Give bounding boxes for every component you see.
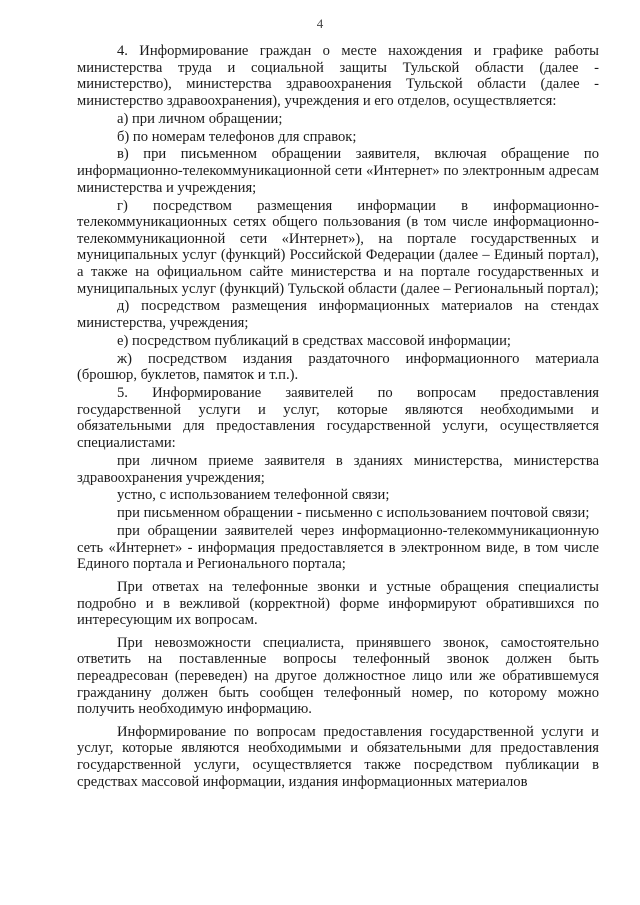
method-in-person: при личном приеме заявителя в зданиях министерства, министерства здравоохранения учреждения; <box>77 452 599 486</box>
method-internet: при обращении заявителей через информационно-телекоммуникационную сеть «Интернет» - информация предоставляется в электронном виде, в том числе Единого портала и Регионального портала; <box>77 523 599 573</box>
list-item-zh: ж) посредством издания раздаточного информационного материала (брошюр, буклетов, памяток и т.п.). <box>77 350 599 384</box>
paragraph-media-info: Информирование по вопросам предоставления государственной услуги и услуг, которые являются необходимыми и обязательными для предоставления государственной услуги, осуществляется также посредством публикации в средствах массовой информации, издания информационных материалов <box>77 723 599 790</box>
list-item-g: г) посредством размещения информации в информационно-телекоммуникационных сетях общего пользования (в том числе информационно-телекоммуникационной сети «Интернет»), на портале государственных и муниципальных услуг (функций) Российской Федерации (далее – Единый портал), а также на официальном сайте министерства и на портале государственных и муниципальных услуг (функций) Тульской области (далее – Региональный портал); <box>77 197 599 297</box>
paragraph-item-4: 4. Информирование граждан о месте нахождения и графике работы министерства труда и социальной защиты Тульской области (далее - министерство), министерства здравоохранения Тульской области (далее - министерство здравоохранения), учреждения и его отделов, осуществляется: <box>77 43 599 109</box>
paragraph-item-5: 5. Информирование заявителей по вопросам предоставления государственной услуги и услуг, которые являются необходимыми и обязательными для предоставления государственной услуги, осуществляется специалистами: <box>77 385 599 452</box>
document-body <box>77 43 599 791</box>
list-item-d: д) посредством размещения информационных материалов на стендах министерства, учреждения; <box>77 298 599 331</box>
method-phone: устно, с использованием телефонной связи; <box>117 487 390 504</box>
list-item-e: е) посредством публикаций в средствах массовой информации; <box>117 332 511 349</box>
paragraph-call-redirect: При невозможности специалиста, принявшего звонок, самостоятельно ответить на поставленные вопросы телефонный звонок должен быть переадресован (переведен) на другое должностное лицо или же обратившемуся гражданину должен быть сообщен телефонный номер, по которому можно получить необходимую информацию. <box>77 634 599 718</box>
method-written: при письменном обращении - письменно с использованием почтовой связи; <box>117 505 590 522</box>
list-item-a: а) при личном обращении; <box>117 110 283 127</box>
paragraph-phone-answers: При ответах на телефонные звонки и устные обращения специалисты подробно и в вежливой (корректной) форме информируют обратившихся по интересующим их вопросам. <box>77 578 599 629</box>
list-item-b: б) по номерам телефонов для справок; <box>117 128 357 145</box>
list-item-v: в) при письменном обращении заявителя, включая обращение по информационно-телекоммуникационной сети «Интернет» по электронным адресам министерства и учреждения; <box>77 146 599 196</box>
page-number: 4 <box>316 16 324 31</box>
